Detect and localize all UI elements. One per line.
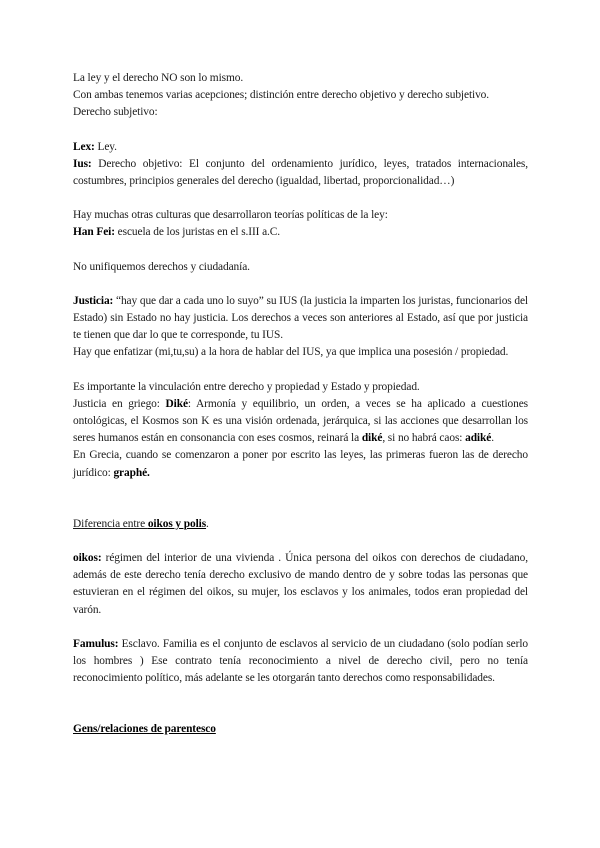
dike-pre: Justicia en griego:: [73, 397, 166, 410]
ius-term: Ius:: [73, 157, 92, 170]
diferencia-heading: [73, 516, 528, 533]
lex-term: Lex:: [73, 140, 95, 153]
justicia-text: “hay que dar a cada uno lo suyo” su IUS (la justicia la imparten los juristas, funcionarios del Estado) sin Estado no hay justicia. Los derechos a veces son anteriores al Estado, así que por justicia te tienen que dar lo que te corresponde, tu IUS.: [73, 294, 528, 342]
unify-line: No unifiquemos derechos y ciudadanía.: [73, 260, 250, 273]
dike-paragraph: [73, 396, 528, 448]
diferencia-end: .: [206, 517, 209, 530]
justicia-paragraph-2: Hay que enfatizar (mi,tu,su) a la hora de hablar del IUS, ya que implica una posesión / propiedad.: [73, 346, 509, 359]
ius-text: Derecho objetivo: El conjunto del ordenamiento jurídico, leyes, tratados internacionales, costumbres, principios generales del derecho (igualdad, libertad, proporcionalidad…): [73, 157, 528, 188]
document-page: [73, 70, 528, 739]
dike-end: .: [491, 432, 494, 445]
justicia-term: Justicia:: [73, 294, 114, 307]
hanfei-term: Han Fei:: [73, 226, 115, 239]
dike-term: Diké: [165, 397, 188, 410]
adike-term: adiké: [465, 432, 492, 445]
graphe-term: graphé.: [113, 466, 150, 479]
ius-definition: [73, 156, 528, 190]
famulus-term: Famulus:: [73, 637, 119, 650]
hanfei-text: escuela de los juristas en el s.III a.C.: [114, 226, 281, 239]
lex-text: Ley.: [94, 140, 117, 153]
justicia-paragraph: [73, 293, 528, 345]
intro-line: La ley y el derecho NO son lo mismo.: [73, 72, 244, 84]
cultures-line: Hay muchas otras culturas que desarrollaron teorías políticas de la ley:: [73, 209, 388, 222]
diferencia-pre: Diferencia entre: [73, 517, 148, 530]
oikos-term: oikos:: [73, 552, 102, 565]
lex-definition: [73, 139, 528, 156]
oikos-paragraph: [73, 550, 528, 619]
famulus-paragraph: [73, 636, 528, 688]
diferencia-term: oikos y polis: [147, 517, 207, 530]
hanfei-definition: [73, 224, 528, 241]
dike-text: : Armonía y equilibrio, un orden, a veces se ha aplicado a cuestiones ontológicas, el Kosmos son K es una visión ordenada, jerárquica, si las acciones que desarrollan los seres humanos están en consonancia con eses cosmos, reinará la: [73, 397, 528, 445]
oikos-text: régimen del interior de una vivienda . Única persona del oikos con derechos de ciudadano, además de este derecho tenía derecho exclusivo de mando dentro de y sobre todas las personas que estuvieran en el régimen del oikos, su mujer, los esclavos y los animales, todos eran propiedad del varón.: [73, 552, 528, 616]
vinculacion-line: Es importante la vinculación entre derecho y propiedad y Estado y propiedad.: [73, 380, 420, 393]
intro-line: Derecho subjetivo:: [73, 106, 158, 119]
dike-text-2: , si no habrá caos:: [382, 432, 466, 445]
grecia-text: En Grecia, cuando se comenzaron a poner por escrito las leyes, las primeras fueron las de derecho jurídico:: [73, 449, 528, 479]
dike-term-2: diké: [361, 432, 383, 445]
gens-title: Gens/relaciones de parentesco: [73, 723, 216, 736]
famulus-text: Esclavo. Familia es el conjunto de esclavos al servicio de un ciudadano (solo podían serlo los hombres ) Ese contrato tenía reconocimiento a nivel de derecho civil, pero no tenía reconocimiento político, más adelante se les otorgarán tanto derechos como responsabilidades.: [73, 637, 528, 685]
grecia-paragraph: [73, 447, 528, 481]
gens-heading: [73, 721, 528, 738]
intro-line: Con ambas tenemos varias acepciones; distinción entre derecho objetivo y derecho subjetivo.: [73, 89, 490, 102]
